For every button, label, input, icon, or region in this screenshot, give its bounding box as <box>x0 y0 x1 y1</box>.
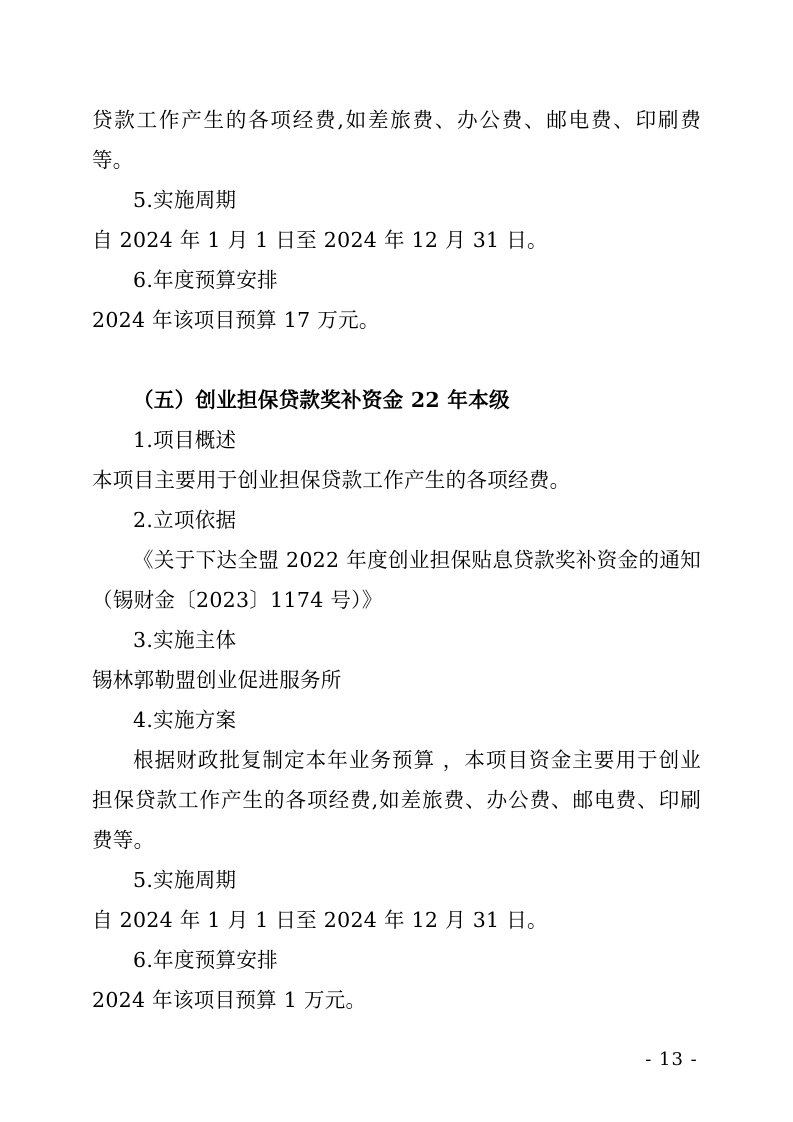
paragraph-heading-implementation-period-2: 5.实施周期 <box>133 868 237 892</box>
paragraph: 根据财政批复制定本年业务预算 ，本项目资金主要用于创业担保贷款工作产生的各项经费,如差旅费、办公费、邮电费、印刷费等。 <box>92 748 701 852</box>
document-body <box>92 100 701 1020</box>
paragraph-heading-implementation-plan: 4.实施方案 <box>133 708 237 732</box>
paragraph-heading-project-overview: 1.项目概述 <box>133 428 237 452</box>
paragraph-heading-basis: 2.立项依据 <box>133 508 237 532</box>
paragraph-heading-implementation-entity: 3.实施主体 <box>133 628 237 652</box>
page-number <box>0 1049 793 1070</box>
paragraph: 锡林郭勒盟创业促进服务所 <box>92 668 342 692</box>
paragraph: 贷款工作产生的各项经费,如差旅费、办公费、邮电费、印刷费等。 <box>92 108 701 172</box>
paragraph: 本项目主要用于创业担保贷款工作产生的各项经费。 <box>92 468 571 492</box>
paragraph-heading-annual-budget: 6.年度预算安排 <box>133 268 278 292</box>
paragraph: 2024 年该项目预算 17 万元。 <box>92 308 380 332</box>
paragraph-heading-annual-budget-2: 6.年度预算安排 <box>133 948 278 972</box>
paragraph: 自 2024 年 1 月 1 日至 2024 年 12 月 31 日。 <box>92 908 548 932</box>
paragraph-spacer <box>92 340 701 380</box>
section-heading: （五）创业担保贷款奖补资金 22 年本级 <box>133 388 510 412</box>
paragraph: 自 2024 年 1 月 1 日至 2024 年 12 月 31 日。 <box>92 228 548 252</box>
paragraph-heading-implementation-period: 5.实施周期 <box>133 188 237 212</box>
paragraph: 《关于下达全盟 2022 年度创业担保贴息贷款奖补资金的通知（锡财金〔2023〕1174 号）》 <box>92 548 701 612</box>
page-number-label: - 13 - <box>645 1049 698 1070</box>
paragraph: 2024 年该项目预算 1 万元。 <box>92 988 367 1012</box>
